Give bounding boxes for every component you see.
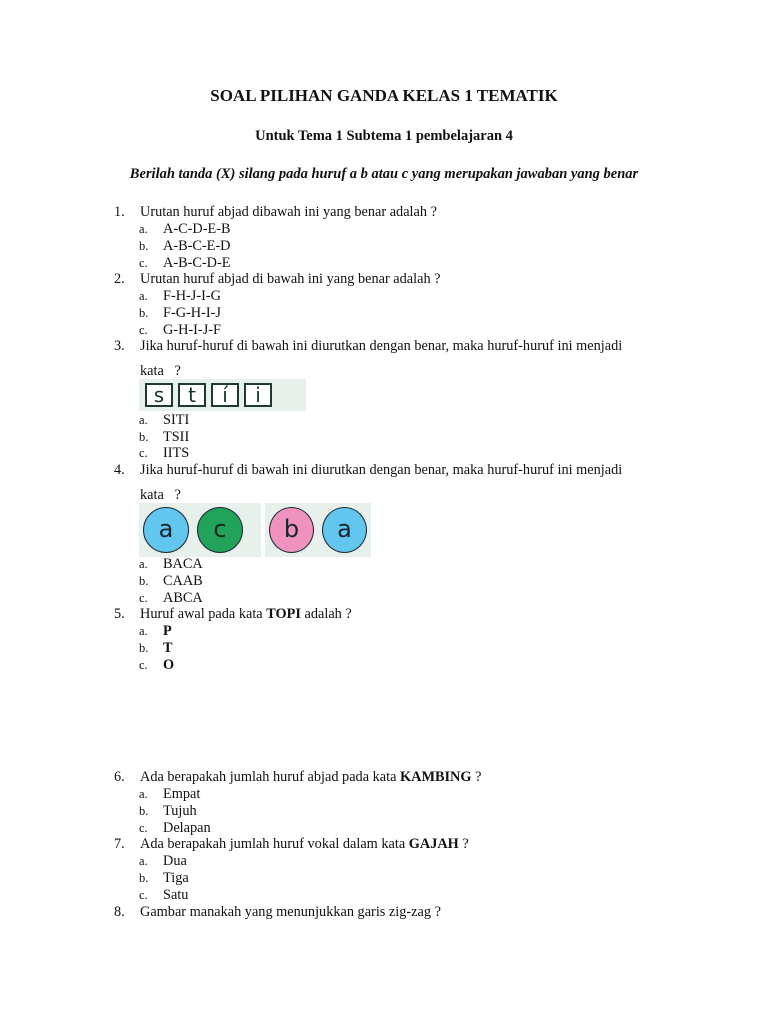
- option-4c[interactable]: [139, 590, 203, 607]
- option-2b[interactable]: [139, 305, 221, 322]
- option-letter: a.: [139, 222, 148, 236]
- option-text: Tiga: [163, 870, 189, 886]
- option-7c[interactable]: [139, 887, 188, 904]
- option-letter: a.: [139, 854, 148, 868]
- option-letter: a.: [139, 413, 148, 427]
- option-text: BACA: [163, 556, 203, 572]
- option-letter: a.: [139, 557, 148, 571]
- option-7a[interactable]: [139, 853, 187, 870]
- question-8: [114, 904, 441, 921]
- option-letter: c.: [139, 821, 148, 835]
- option-text: Delapan: [163, 820, 211, 836]
- option-1b[interactable]: [139, 238, 231, 255]
- option-text: Satu: [163, 887, 189, 903]
- question-text-after: ?: [458, 836, 469, 852]
- option-text: CAAB: [163, 573, 203, 589]
- option-2c[interactable]: [139, 322, 221, 339]
- letter-circles-group-2: [265, 503, 371, 557]
- letter-tile: s: [145, 383, 173, 407]
- letter-circles-group-1: [139, 503, 261, 557]
- option-letter: c.: [139, 323, 148, 337]
- question-number: 2.: [114, 271, 125, 287]
- question-number: 5.: [114, 606, 125, 622]
- question-1: [114, 204, 437, 221]
- option-text: ABCA: [163, 590, 203, 606]
- option-text: IITS: [163, 445, 190, 461]
- question-number: 8.: [114, 904, 125, 920]
- option-text: SITI: [163, 412, 190, 428]
- option-letter: b.: [139, 239, 149, 253]
- option-5c[interactable]: [139, 657, 174, 674]
- question-4-kata: kata ?: [140, 487, 181, 503]
- option-letter: c.: [139, 446, 148, 460]
- option-letter: b.: [139, 641, 149, 655]
- question-5: [114, 606, 352, 623]
- letter-tiles: [139, 379, 306, 411]
- option-5a[interactable]: [139, 623, 172, 640]
- option-text: A-C-D-E-B: [163, 221, 231, 237]
- letter-tile: i: [244, 383, 272, 407]
- option-letter: b.: [139, 430, 149, 444]
- question-number: 1.: [114, 204, 125, 220]
- option-2a[interactable]: [139, 288, 221, 305]
- option-text: Dua: [163, 853, 187, 869]
- question-7: [114, 836, 469, 853]
- question-2: [114, 271, 441, 288]
- page-subtitle: Untuk Tema 1 Subtema 1 pembelajaran 4: [255, 128, 513, 144]
- page-title: SOAL PILIHAN GANDA KELAS 1 TEMATIK: [210, 86, 558, 105]
- question-text: Urutan huruf abjad di bawah ini yang benar adalah ?: [140, 271, 441, 287]
- option-text: A-B-C-E-D: [163, 238, 231, 254]
- question-keyword: KAMBING: [400, 769, 472, 785]
- option-letter: c.: [139, 888, 148, 902]
- option-6a[interactable]: [139, 786, 200, 803]
- option-letter: c.: [139, 591, 148, 605]
- letter-circle: a: [322, 507, 367, 553]
- question-3: [114, 338, 622, 355]
- letter-circle: b: [269, 507, 314, 553]
- option-3c[interactable]: [139, 445, 189, 462]
- option-text: A-B-C-D-E: [163, 255, 231, 271]
- letter-tile: í: [211, 383, 239, 407]
- instruction-text: Berilah tanda (X) silang pada huruf a b atau c yang merupakan jawaban yang benar: [129, 166, 639, 182]
- question-text-before: Huruf awal pada kata: [140, 606, 267, 622]
- question-number: 6.: [114, 769, 125, 785]
- question-keyword: TOPI: [266, 606, 301, 622]
- question-keyword: GAJAH: [408, 836, 459, 852]
- question-text-after: ?: [471, 769, 482, 785]
- question-text: [140, 836, 469, 853]
- option-letter: b.: [139, 871, 149, 885]
- option-text: Empat: [163, 786, 201, 802]
- question-6: [114, 769, 481, 786]
- question-number: 3.: [114, 338, 125, 354]
- question-text-before: Ada berapakah jumlah huruf abjad pada kata: [140, 769, 401, 785]
- option-3a[interactable]: [139, 412, 189, 429]
- option-text: P: [163, 623, 172, 639]
- letter-circle: a: [143, 507, 189, 553]
- option-1c[interactable]: [139, 255, 231, 272]
- question-text: Jika huruf-huruf di bawah ini diurutkan dengan benar, maka huruf-huruf ini menjadi: [140, 462, 623, 478]
- question-text: [140, 769, 481, 786]
- question-text: Urutan huruf abjad dibawah ini yang benar adalah ?: [140, 204, 437, 220]
- option-text: F-H-J-I-G: [163, 288, 221, 304]
- option-text: O: [163, 657, 175, 673]
- option-5b[interactable]: [139, 640, 173, 657]
- question-text-after: adalah ?: [300, 606, 352, 622]
- option-text: G-H-I-J-F: [163, 322, 221, 338]
- letter-circle: c: [197, 507, 243, 553]
- option-text: Tujuh: [163, 803, 197, 819]
- question-text-before: Ada berapakah jumlah huruf vokal dalam kata: [140, 836, 409, 852]
- option-letter: c.: [139, 658, 148, 672]
- option-7b[interactable]: [139, 870, 189, 887]
- option-6b[interactable]: [139, 803, 197, 820]
- option-letter: b.: [139, 306, 149, 320]
- option-6c[interactable]: [139, 820, 211, 837]
- option-4b[interactable]: [139, 573, 203, 590]
- option-4a[interactable]: [139, 556, 203, 573]
- option-text: T: [163, 640, 173, 656]
- option-3b[interactable]: [139, 429, 189, 446]
- question-number: 4.: [114, 462, 125, 478]
- option-letter: b.: [139, 804, 149, 818]
- option-letter: a.: [139, 289, 148, 303]
- option-letter: a.: [139, 787, 148, 801]
- option-letter: c.: [139, 256, 148, 270]
- question-number: 7.: [114, 836, 125, 852]
- letter-tile: t: [178, 383, 206, 407]
- option-letter: a.: [139, 624, 148, 638]
- question-text: Jika huruf-huruf di bawah ini diurutkan dengan benar, maka huruf-huruf ini menjadi: [140, 338, 623, 354]
- question-3-kata: kata ?: [140, 363, 181, 379]
- option-letter: b.: [139, 574, 149, 588]
- option-1a[interactable]: [139, 221, 231, 238]
- question-text: Gambar manakah yang menunjukkan garis zig-zag ?: [140, 904, 441, 920]
- question-4: [114, 462, 622, 479]
- option-text: TSII: [163, 429, 190, 445]
- option-text: F-G-H-I-J: [163, 305, 221, 321]
- question-text: [140, 606, 352, 623]
